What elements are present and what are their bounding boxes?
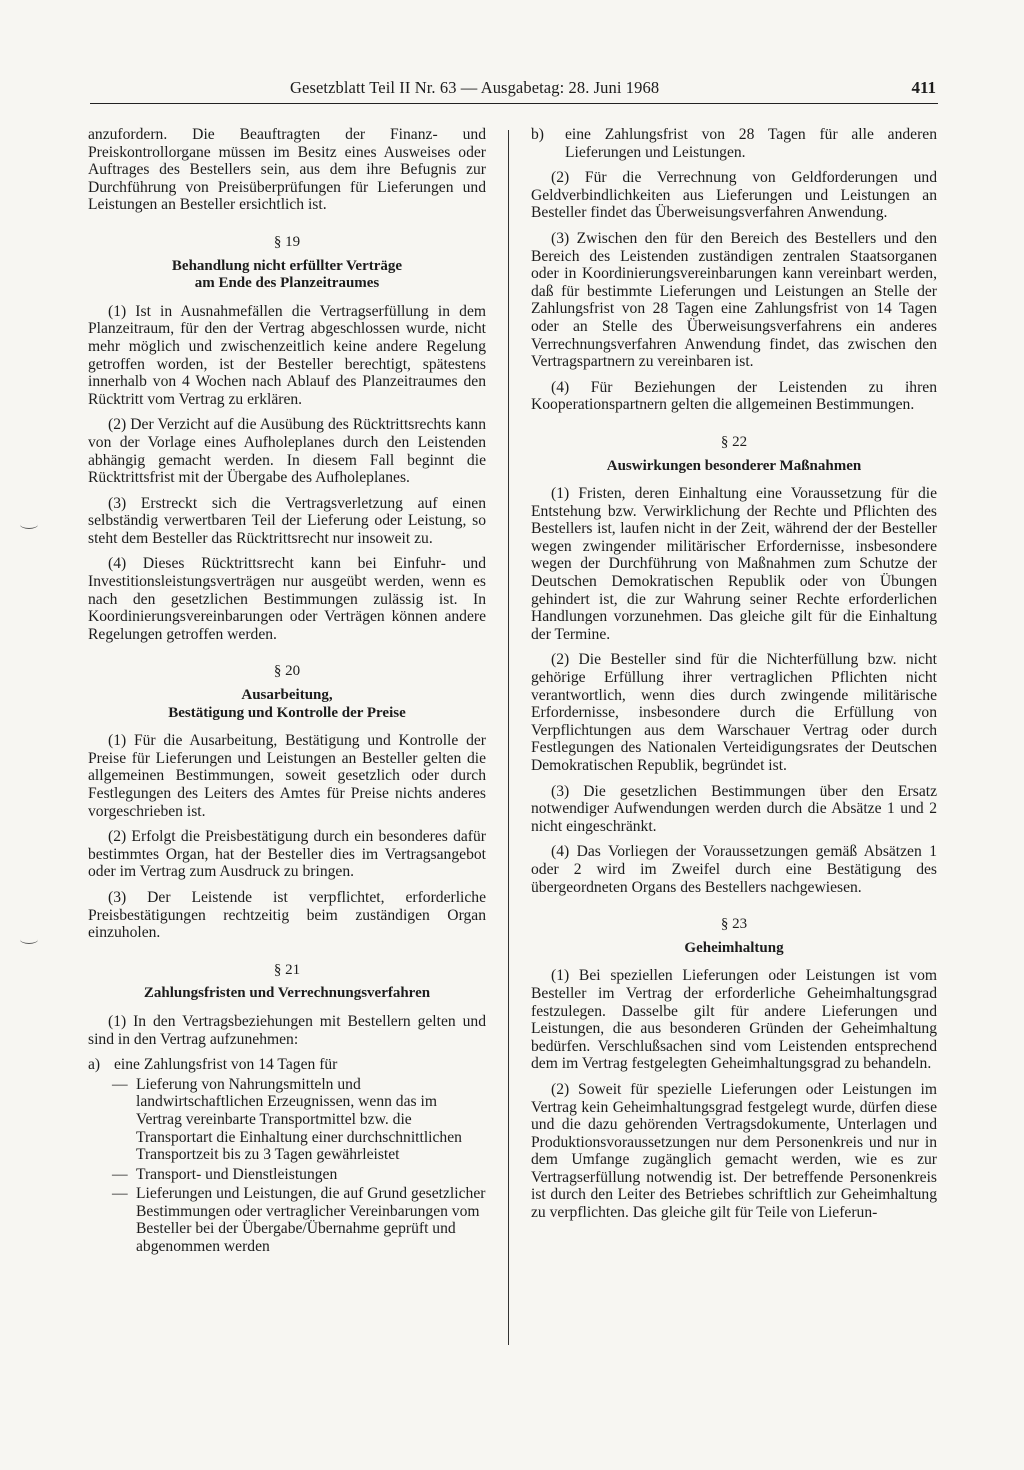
dash-item <box>112 1166 486 1184</box>
section-title: Zahlungsfristen und Verrechnungsverfahren <box>143 985 431 1002</box>
right-column <box>531 126 937 1230</box>
section-number: § 22 <box>720 433 748 450</box>
column-divider <box>508 130 509 1345</box>
list-text: eine Zahlungsfrist von 14 Tagen für <box>114 1056 338 1074</box>
dash-text: Lieferung von Nahrungsmitteln und landwirtschaftlichen Erzeugnissen, wenn das im Vertrag vereinbarte Transportmittel bzw. die Transportart die Einhaltung einer durchschnittlichen Transportzeit bis zu 3 Tagen gewährleistet <box>136 1075 462 1164</box>
list-marker: a) <box>88 1056 101 1074</box>
section-20-heading <box>88 663 486 722</box>
paragraph: (2) Soweit für spezielle Lieferungen oder Leistungen im Vertrag kein Geheimhaltungsgrad festgelegt wurde, dürfen diese und die dazu gehörenden Vertragsdokumente, Unterlagen und Produktionsvoraussetzungen nur dem Personenkreis und nur in dem Umfange zugänglich gemacht werden, wie es zur Vertragserfüllung notwendig ist. Der betreffende Personenkreis ist durch den Leiter des Betriebes schriftlich zur Geheimhaltung zu verpflichten. Das gleiche gilt für Teile von Lieferun- <box>531 1080 937 1222</box>
paragraph: (4) Für Beziehungen der Leistenden zu ihren Kooperationspartnern gelten die allgemeinen Bestimmungen. <box>531 378 937 414</box>
page-number: 411 <box>911 78 936 97</box>
dash-text: Transport- und Dienstleistungen <box>136 1165 338 1183</box>
section-title: Bestätigung und Kontrolle der Preise <box>168 704 406 721</box>
section-number: § 20 <box>273 663 301 680</box>
dash-marker: — <box>112 1075 128 1093</box>
paragraph: (2) Der Verzicht auf die Ausübung des Rücktrittsrechts kann von der Vorlage eines Aufholeplanes durch den Leistenden abhängig gemacht werden. In diesem Fall beginnt die Rücktrittsfrist mit der Übergabe des Aufholeplanes. <box>88 416 486 487</box>
list-item-b <box>531 126 937 161</box>
section-title: am Ende des Planzeitraumes <box>194 275 380 292</box>
paragraph: (1) In den Vertragsbeziehungen mit Bestellern gelten und sind in den Vertrag aufzunehmen: <box>88 1012 486 1048</box>
margin-mark <box>20 935 38 944</box>
paragraph: (1) Ist in Ausnahmefällen die Vertragserfüllung in dem Planzeitraum, für den der Vertrag abgeschlossen wurde, nicht mehr möglich und zwischenzeitlich keine andere Regelung getroffen worden, ist der Besteller berechtigt, spätestens innerhalb von 4 Wochen nach Ablauf des Planzeitraumes den Rücktritt vom Vertrag zu erklären. <box>88 302 486 408</box>
list-marker: b) <box>531 126 544 143</box>
margin-mark <box>20 520 38 529</box>
paragraph: (2) Die Besteller sind für die Nichterfüllung bzw. nicht gehörige Erfüllung ihrer vertraglichen Pflichten nicht verantwortlich, wenn dies durch zwingende militärische Erfordernisse, insbesondere durch die Erfüllung von Verpflichtungen aus dem Warschauer Vertrag oder durch Festlegungen des Nationalen Verteidigungsrates der Deutschen Demokratischen Republik, begründet ist. <box>531 651 937 774</box>
page-header <box>90 78 940 102</box>
section-21-heading <box>88 962 486 1003</box>
paragraph: (1) Für die Ausarbeitung, Bestätigung und Kontrolle der Preise für Lieferungen und Leistungen an Besteller gelten die allgemeinen Bestimmungen, soweit gesetzlich oder durch Festlegungen des Leiters des Amtes für Preise nichts anderes vorgeschrieben ist. <box>88 732 486 820</box>
left-column <box>88 126 486 1258</box>
paragraph: (3) Erstreckt sich die Vertragsverletzung auf einen selbständig verwertbaren Teil der Lieferung oder Leistung, so steht dem Besteller das Rücktrittsrecht nur insoweit zu. <box>88 494 486 547</box>
dash-item <box>112 1185 486 1255</box>
list-item-a <box>88 1056 486 1074</box>
header-title: Gesetzblatt Teil II Nr. 63 — Ausgabetag: 28. Juni 1968 <box>290 78 660 97</box>
paragraph: (4) Das Vorliegen der Voraussetzungen gemäß Absätzen 1 oder 2 wird im Zweifel durch eine Bestätigung des übergeordneten Organs des Bestellers nachgewiesen. <box>531 843 937 896</box>
paragraph: (3) Zwischen den für den Bereich des Bestellers und den Bereich des Leistenden zuständigen zentralen Staatsorganen oder in Koordinierungsvereinbarungen kann vereinbart werden, daß für bestimmte Lieferungen und Leistungen an Stelle der Zahlungsfrist von 28 Tagen eine Zahlungsfrist von 14 Tagen oder an Stelle des Überweisungsverfahrens ein anderes Verrechnungsverfahren Anwendung findet, das zwischen den Vertragspartnern zu vereinbaren ist. <box>531 229 937 371</box>
dash-text: Lieferungen und Leistungen, die auf Grund gesetzlicher Bestimmungen oder vertraglicher Vereinbarungen vom Besteller bei der Übergabe/Übernahme geprüft und abgenommen werden <box>136 1185 486 1256</box>
section-23-heading <box>531 916 937 957</box>
paragraph: (2) Für die Verrechnung von Geldforderungen und Geldverbindlichkeiten aus Lieferungen und Leistungen an Besteller findet das Überweisungsverfahren Anwendung. <box>531 169 937 222</box>
section-number: § 19 <box>273 233 301 250</box>
dash-marker: — <box>112 1165 128 1183</box>
section-22-heading <box>531 434 937 475</box>
section-title: Ausarbeitung, <box>241 687 333 704</box>
list-text: eine Zahlungsfrist von 28 Tagen für alle anderen Lieferungen und Leistungen. <box>565 126 937 161</box>
paragraph: (3) Der Leistende ist verpflichtet, erforderliche Preisbestätigungen rechtzeitig beim zuständigen Organ einzuholen. <box>88 888 486 942</box>
paragraph: (4) Dieses Rücktrittsrecht kann bei Einfuhr- und Investitionsleistungsverträgen nur ausgeübt werden, wenn es nach den gesetzlichen Bestimmungen zulässig ist. In Koordinierungsvereinbarungen oder Verträgen können andere Regelungen getroffen werden. <box>88 555 486 643</box>
paragraph: (1) Bei speziellen Lieferungen oder Leistungen ist vom Besteller im Vertrag der erforderliche Geheimhaltungsgrad festzulegen. Dasselbe gilt für andere Lieferungen und Leistungen, die aus besonderen Gründen der Geheimhaltung bedürfen. Verschlußsachen sind vom Leistenden entsprechend dem im Vertrag festgelegten Geheimhaltungsgrad zu behandeln. <box>531 967 937 1073</box>
section-title: Auswirkungen besonderer Maßnahmen <box>606 457 862 474</box>
paragraph: (3) Die gesetzlichen Bestimmungen über den Ersatz notwendiger Aufwendungen werden durch die Absätze 1 und 2 nicht eingeschränkt. <box>531 782 937 835</box>
section-title: Behandlung nicht erfüllter Verträge <box>171 257 403 274</box>
dash-marker: — <box>112 1185 128 1203</box>
header-rule <box>90 103 938 104</box>
section-19-heading <box>88 234 486 293</box>
intro-paragraph: anzufordern. Die Beauftragten der Finanz- und Preiskontrollorgane müssen im Besitz eines Ausweises oder Auftrages des Bestellers sein, aus dem ihre Befugnis zur Durchführung von Preisüberprüfungen für Lieferungen und Leistungen an Besteller ersichtlich ist. <box>88 126 486 214</box>
section-number: § 23 <box>720 916 748 933</box>
paragraph: (1) Fristen, deren Einhaltung eine Voraussetzung für die Entstehung bzw. Verwirklichung der Rechte und Pflichten des Bestellers ist, laufen nicht in der Zeit, während der der Besteller wegen zwingender militärischer Erfordernisse, insbesondere wegen der Durchführung von Maßnahmen zum Schutze der Deutschen Demokratischen Republik oder von Übungen gehindert ist, die zur Wahrung seiner Rechte erforderlichen Handlungen vorzunehmen. Das gleiche gilt für die Einhaltung der Termine. <box>531 485 937 643</box>
section-number: § 21 <box>273 961 301 978</box>
paragraph: (2) Erfolgt die Preisbestätigung durch ein besonderes dafür bestimmtes Organ, hat der Besteller dies im Vertragsangebot oder im Vertrag zum Ausdruck zu bringen. <box>88 828 486 881</box>
dash-item <box>112 1076 486 1164</box>
section-title: Geheimhaltung <box>684 939 784 956</box>
